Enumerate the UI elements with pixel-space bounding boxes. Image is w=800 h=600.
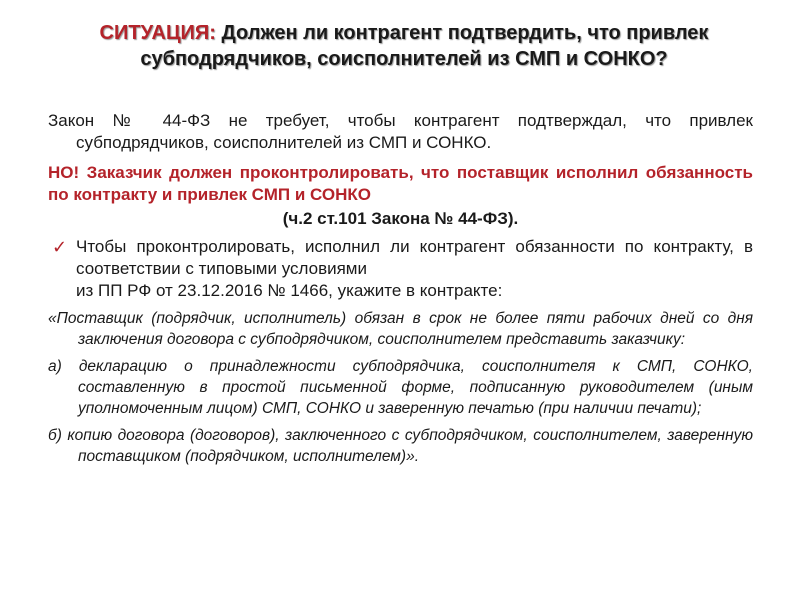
bullet-item bbox=[48, 236, 753, 302]
item-b: б) копию договора (договоров), заключенного с субподрядчиком, соисполнителем, заверенную поставщиком (подрядчиком, исполнителем)». bbox=[48, 427, 753, 465]
title-lead: СИТУАЦИЯ: bbox=[99, 22, 216, 44]
bullet-text-2: из ПП РФ от 23.12.2016 № 1466, укажите в контракте: bbox=[76, 281, 503, 300]
but-paragraph bbox=[48, 162, 753, 206]
law-reference: (ч.2 ст.101 Закона № 44-ФЗ). bbox=[282, 209, 519, 228]
law-paragraph: Закон № 44-ФЗ не требует, чтобы контрагент подтверждал, что привлек субподрядчиков, соисполнителей из СМП и СОНКО. bbox=[48, 111, 753, 152]
check-icon: ✓ bbox=[52, 237, 68, 257]
but-text: НО! Заказчик должен проконтролировать, что поставщик исполнил обязанность по контракту и привлек СМП и СОНКО bbox=[48, 163, 753, 204]
slide-title bbox=[48, 20, 760, 72]
slide-body bbox=[48, 110, 753, 467]
bullet-text-1: Чтобы проконтролировать, исполнил ли контрагент обязанности по контракту, в соответствии с типовыми условиями bbox=[76, 237, 753, 278]
item-a: а) декларацию о принадлежности субподрядчика, соисполнителя к СМП, СОНКО, составленную в простой письменной форме, подписанную руководителем (иным уполномоченным лицом) СМП, СОНКО и заверенную печатью (при наличии печати); bbox=[48, 358, 753, 417]
contract-quote: «Поставщик (подрядчик, исполнитель) обязан в срок не более пяти рабочих дней со дня заключения договора с субподрядчиком, соисполнителем представить заказчику: bbox=[48, 310, 753, 348]
title-question: Должен ли контрагент подтвердить, что привлек субподрядчиков, соисполнителей из СМП и СОНКО? bbox=[140, 22, 709, 70]
